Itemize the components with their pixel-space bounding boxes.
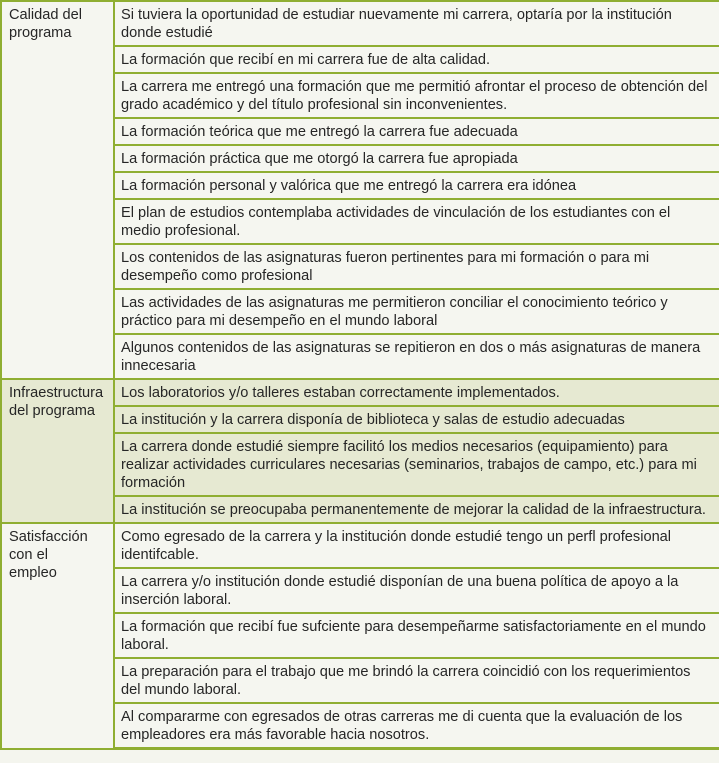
table-cell-item: La formación que recibí en mi carrera fue de alta calidad. (114, 46, 719, 73)
table-cell-item: La formación que recibí fue sufciente para desempeñarme satisfactoriamente en el mundo laboral. (114, 613, 719, 658)
table-cell-item: La preparación para el trabajo que me brindó la carrera coincidió con los requerimientos del mundo laboral. (114, 658, 719, 703)
table-row (1, 523, 719, 568)
table-cell-item: La institución y la carrera disponía de biblioteca y salas de estudio adecuadas (114, 406, 719, 433)
table-cell-item: Si tuviera la oportunidad de estudiar nuevamente mi carrera, optaría por la institución donde estudié (114, 1, 719, 46)
category-infraestructura-del-programa: Infraestructura del programa (1, 379, 114, 523)
table-cell-item: El plan de estudios contemplaba actividades de vinculación de los estudiantes con el medio profesional. (114, 199, 719, 244)
table-cell-item: La formación teórica que me entregó la carrera fue adecuada (114, 118, 719, 145)
table-cell-item: Los laboratorios y/o talleres estaban correctamente implementados. (114, 379, 719, 406)
table-cell-item: La institución se preocupaba permanentemente de mejorar la calidad de la infraestructura. (114, 496, 719, 523)
table-cell-item: Al compararme con egresados de otras carreras me di cuenta que la evaluación de los empleadores era más favorable hacia nosotros. (114, 703, 719, 749)
table-cell-item: Algunos contenidos de las asignaturas se repitieron en dos o más asignaturas de manera innecesaria (114, 334, 719, 379)
table-cell-item: Los contenidos de las asignaturas fueron pertinentes para mi formación o para mi desempeño como profesional (114, 244, 719, 289)
category-calidad-del-programa: Calidad del programa (1, 1, 114, 379)
table-row (1, 1, 719, 46)
table-cell-item: La carrera y/o institución donde estudié disponían de una buena política de apoyo a la inserción laboral. (114, 568, 719, 613)
table-cell-item: La carrera donde estudié siempre facilitó los medios necesarios (equipamiento) para realizar actividades curriculares necesarias (seminarios, trabajos de campo, etc.) para mi formación (114, 433, 719, 496)
table-row (1, 379, 719, 406)
table-cell-item: La formación personal y valórica que me entregó la carrera era idónea (114, 172, 719, 199)
table-cell-item: La formación práctica que me otorgó la carrera fue apropiada (114, 145, 719, 172)
category-satisfaccion-con-el-empleo (1, 523, 114, 749)
table-cell-item: Las actividades de las asignaturas me permitieron conciliar el conocimiento teórico y práctico para mi desempeño en el mundo laboral (114, 289, 719, 334)
table-cell-item: La carrera me entregó una formación que me permitió afrontar el proceso de obtención del grado académico y del título profesional sin inconvenientes. (114, 73, 719, 118)
table-cell-item: Como egresado de la carrera y la institución donde estudié tengo un perfl profesional identifcable. (114, 523, 719, 568)
category-label: Satisfacción con el empleo (9, 529, 88, 581)
